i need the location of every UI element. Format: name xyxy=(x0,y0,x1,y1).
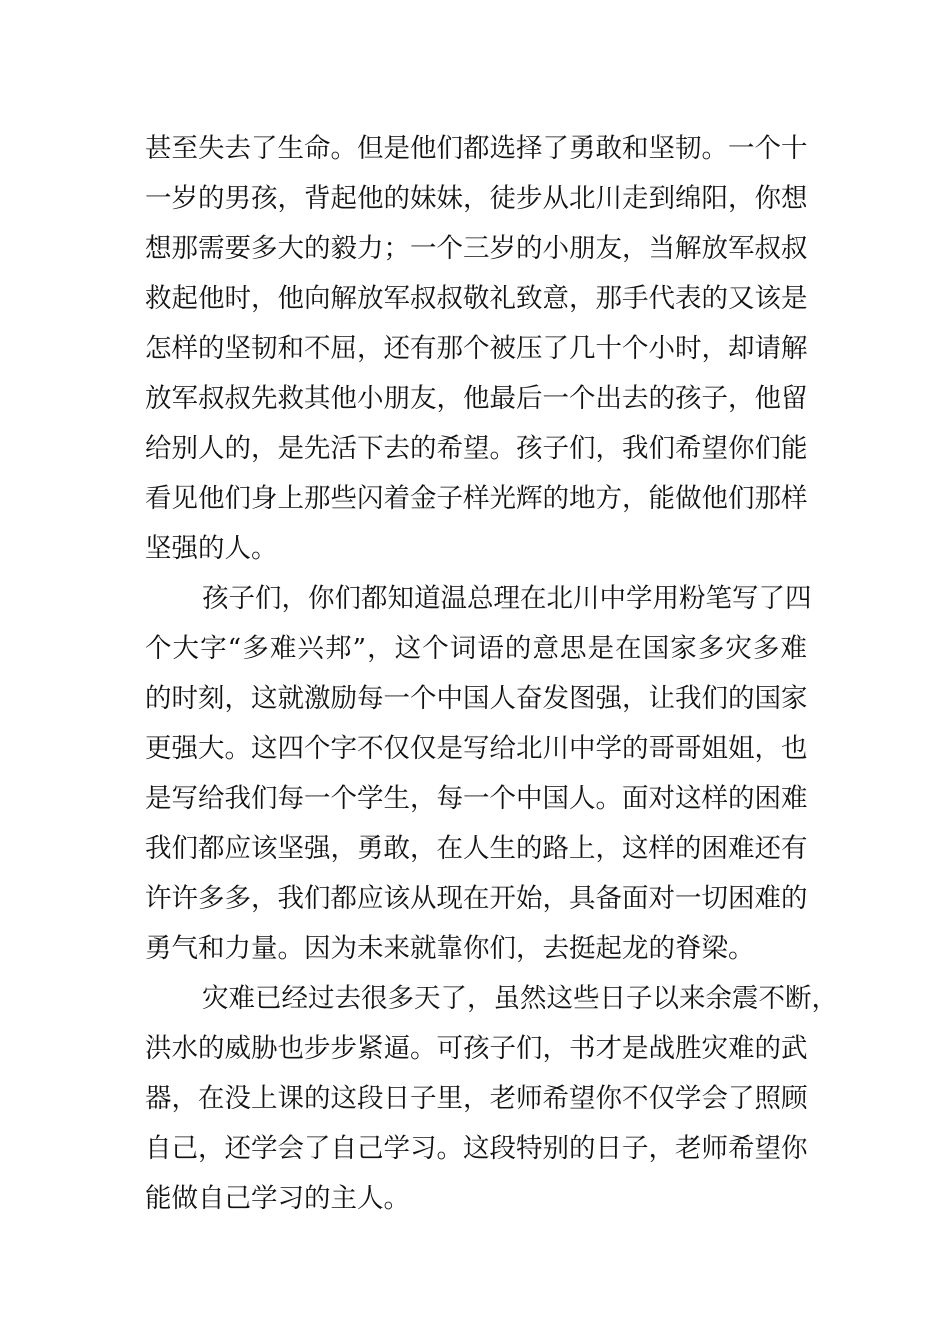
text-line: 许许多多，我们都应该从现在开始，具备面对一切困难的 xyxy=(145,883,808,914)
text-line: 坚强的人。 xyxy=(145,533,278,564)
text-line: 我们都应该坚强，勇敢，在人生的路上，这样的困难还有 xyxy=(145,833,808,864)
text-line: 灾难已经过去很多天了，虽然这些日子以来余震不断， xyxy=(202,983,838,1014)
paragraph-2 xyxy=(145,574,812,974)
document-body xyxy=(145,124,838,1224)
text-line: 放军叔叔先救其他小朋友，他最后一个出去的孩子，他留 xyxy=(145,383,808,414)
text-line: 给别人的，是先活下去的希望。孩子们，我们希望你们能 xyxy=(145,433,808,464)
text-line: 自己，还学会了自己学习。这段特别的日子，老师希望你 xyxy=(145,1133,808,1164)
text-line: 一岁的男孩，背起他的妹妹，徒步从北川走到绵阳，你想 xyxy=(145,183,808,214)
text-line: 的时刻，这就激励每一个中国人奋发图强，让我们的国家 xyxy=(145,683,808,714)
text-line: 更强大。这四个字不仅仅是写给北川中学的哥哥姐姐，也 xyxy=(145,733,808,764)
text-line: 孩子们，你们都知道温总理在北川中学用粉笔写了四 xyxy=(202,583,812,614)
text-line: 个大字“多难兴邦”，这个词语的意思是在国家多灾多难 xyxy=(145,633,807,664)
paragraph-3 xyxy=(145,974,838,1224)
text-line: 怎样的坚韧和不屈，还有那个被压了几十个小时，却请解 xyxy=(145,333,808,364)
text-line: 洪水的威胁也步步紧逼。可孩子们，书才是战胜灾难的武 xyxy=(145,1033,808,1064)
text-line: 器，在没上课的这段日子里，老师希望你不仅学会了照顾 xyxy=(145,1083,808,1114)
text-line: 是写给我们每一个学生，每一个中国人。面对这样的困难 xyxy=(145,783,808,814)
text-line: 勇气和力量。因为未来就靠你们，去挺起龙的脊梁。 xyxy=(145,933,755,964)
text-line: 想那需要多大的毅力；一个三岁的小朋友，当解放军叔叔 xyxy=(145,233,808,264)
paragraph-1 xyxy=(145,124,807,574)
text-line: 看见他们身上那些闪着金子样光辉的地方，能做他们那样 xyxy=(145,483,808,514)
text-line: 能做自己学习的主人。 xyxy=(145,1183,410,1214)
text-line: 甚至失去了生命。但是他们都选择了勇敢和坚韧。一个十 xyxy=(145,133,808,164)
text-line: 救起他时，他向解放军叔叔敬礼致意，那手代表的又该是 xyxy=(145,283,808,314)
